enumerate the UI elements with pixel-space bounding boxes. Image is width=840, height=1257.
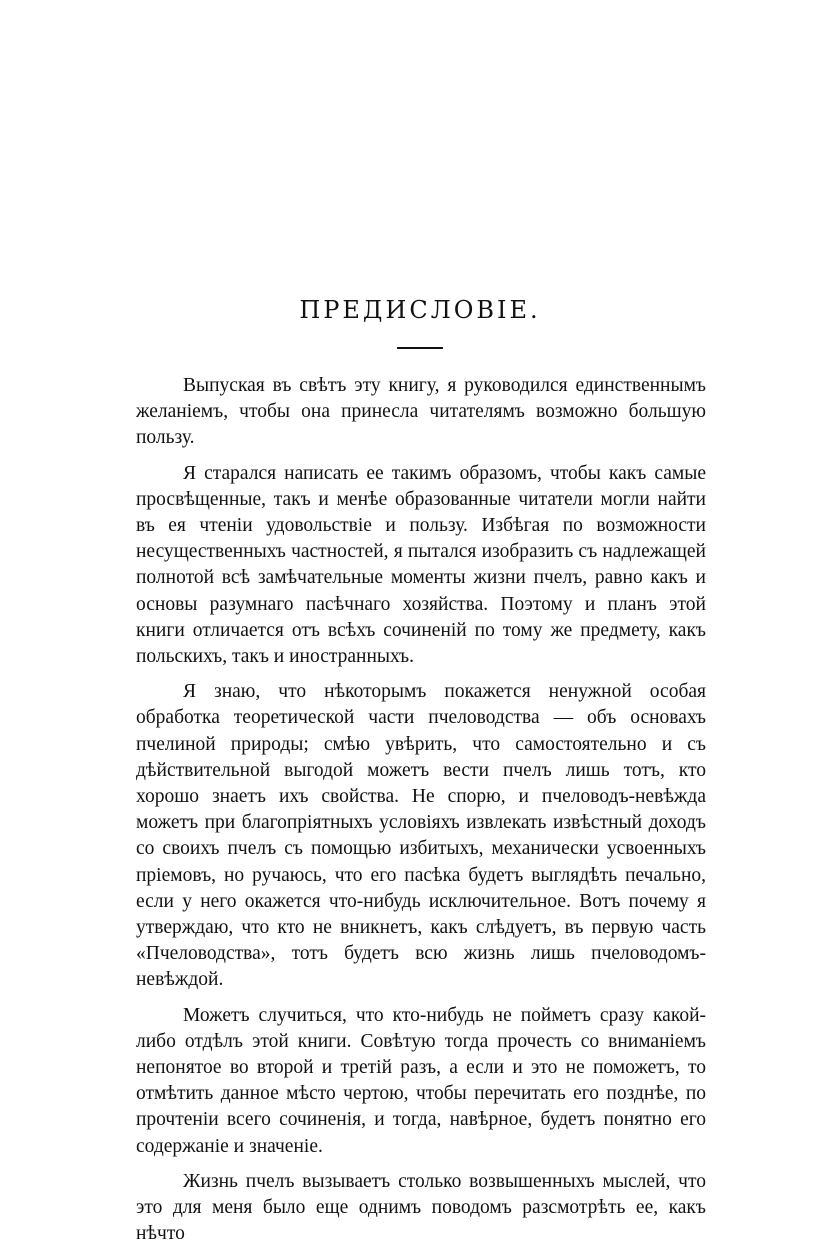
title-divider: [397, 347, 443, 349]
paragraph-5: Жизнь пчелъ вызываетъ столько возвышенныхъ мыслей, что это для меня было еще однимъ поводомъ разсмотрѣть ее, какъ нѣчто: [136, 1170, 706, 1245]
preface-body: [136, 373, 706, 1257]
paragraph-4: Можетъ случиться, что кто-нибудь не пойметъ сразу какой-либо отдѣлъ этой книги. Совѣтую тогда прочесть со вниманiемъ непонятое во второй и третiй разъ, а если и это не поможетъ, то отмѣтить данное мѣсто чертою, чтобы перечитать его позднѣе, по прочтенiи всего сочиненiя, и тогда, навѣрное, будетъ понятно его содержанiе и значенiе.: [136, 1004, 706, 1157]
paragraph-2: Я старался написать ее такимъ образомъ, чтобы какъ самые просвѣщенные, такъ и менѣе образованные читатели могли найти въ ея чтенiи удовольствiе и пользу. Избѣгая по возможности несущественныхъ частностей, я пытался изобразить съ надлежащей полнотой всѣ замѣчательные моменты жизни пчелъ, равно какъ и основы разумнаго пасѣчнаго хозяйства. Поэтому и планъ этой книги отличается отъ всѣхъ сочиненiй по тому же предмету, какъ польскихъ, такъ и иностранныхъ.: [136, 462, 706, 668]
paragraph-3: Я знаю, что нѣкоторымъ покажется ненужной особая обработка теоретической части пчеловодства — объ основахъ пчелиной природы; смѣю увѣрить, что самостоятельно и съ дѣйствительной выгодой можетъ вести пчелъ лишь тотъ, кто хорошо знаетъ ихъ свойства. Не спорю, и пчеловодъ-невѣжда можетъ при благопрiятныхъ условiяхъ извлекать извѣстный доходъ со своихъ пчелъ съ помощью избитыхъ, механически усвоенныхъ прiемовъ, но ручаюсь, что его пасѣка будетъ выглядѣть печально, если у него окажется что-нибудь исключительное. Вотъ почему я утверждаю, что кто не вникнетъ, какъ слѣдуетъ, въ первую часть «Пчеловодства», тотъ будетъ всю жизнь лишь пчеловодомъ-невѣждой.: [136, 681, 706, 991]
paragraph-1: Выпуская въ свѣтъ эту книгу, я руководился единственнымъ желанiемъ, чтобы она принесла читателямъ возможно большую пользу.: [136, 375, 706, 449]
page-title: ПРЕДИСЛОВIЕ.: [299, 296, 541, 324]
